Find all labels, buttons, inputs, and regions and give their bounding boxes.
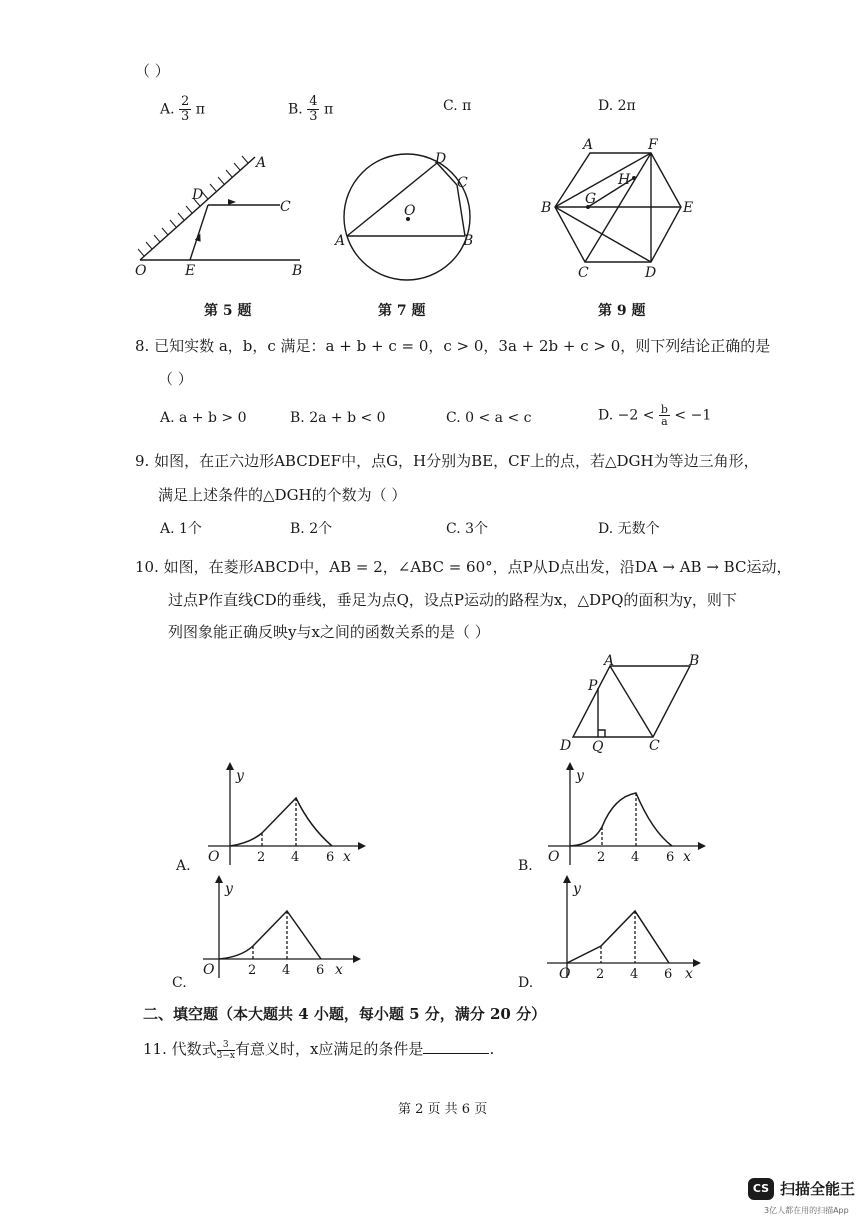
q8-option-d-fraction: $\frac{b}{a}$ — [660, 403, 668, 428]
watermark-subtitle: 3亿人都在用的扫描App — [764, 1206, 849, 1215]
q9-option-d: D. 无数个 — [598, 521, 660, 537]
svg-text:O: O — [203, 962, 215, 978]
q10-rhombus-figure — [555, 648, 715, 758]
q10-stem-line2: 过点P作直线CD的垂线，垂足为点Q，设点P运动的路程为x，△DPQ的面积为y，则下 — [168, 591, 737, 609]
q7-option-b: B. $\frac{4}{3}$ π — [288, 94, 334, 124]
section-2-heading: 二、填空题（本大题共 4 小题，每小题 5 分，满分 20 分） — [143, 1005, 547, 1023]
svg-text:4: 4 — [631, 850, 640, 865]
q11-fraction: $\frac{3}{3-x}$ — [216, 1039, 235, 1061]
svg-text:x: x — [343, 849, 351, 865]
fig9-label-c: C — [578, 265, 589, 281]
q8-answer-paren: （ ） — [158, 370, 193, 388]
rhombus-label-c: C — [649, 738, 660, 754]
q9-stem-line1: 9. 如图，在正六边形ABCDEF中，点G，H分别为BE，CF上的点，若△DGH为等边三角形， — [135, 452, 759, 470]
fig7-label-c: C — [457, 175, 468, 191]
fig7-caption: 第 7 题 — [378, 303, 426, 319]
fig7-label-d: D — [435, 151, 447, 167]
q8-option-a: A. a + b > 0 — [160, 410, 247, 426]
q7-option-b-label: B. — [288, 101, 303, 118]
graph-b — [540, 765, 720, 875]
svg-text:O: O — [208, 849, 220, 865]
svg-text:y: y — [573, 881, 581, 897]
fig5-label-a: A — [256, 155, 267, 171]
graph-c — [195, 878, 375, 988]
q8-option-b: B. 2a + b < 0 — [290, 410, 386, 426]
q11-stem: 11. 代数式 $\frac{3}{3-x}$ 有意义时，x应满足的条件是 . — [143, 1039, 495, 1061]
fig7-label-a: A — [335, 233, 346, 249]
fig9-caption: 第 9 题 — [598, 303, 646, 319]
fig9-label-a: A — [583, 137, 594, 153]
q9-option-b: B. 2个 — [290, 521, 333, 537]
q10-stem-line1: 10. 如图，在菱形ABCD中，AB = 2，∠ABC = 60°，点P从D点出发，沿DA → AB → BC运动， — [135, 558, 792, 576]
rhombus-label-d: D — [560, 738, 572, 754]
figure-7 — [335, 145, 505, 295]
svg-text:y: y — [236, 768, 244, 784]
q8-option-d: D. −2 < $\frac{b}{a}$ < −1 — [598, 403, 712, 428]
fig7-label-b: B — [463, 233, 474, 249]
q11-answer-blank — [423, 1041, 489, 1054]
watermark-name: 扫描全能王 — [780, 1180, 856, 1198]
q7-option-a-fraction: $\frac{2}{3}$ — [181, 94, 190, 124]
fig9-label-d: D — [645, 265, 657, 281]
q8-option-c: C. 0 < a < c — [446, 410, 532, 426]
svg-text:x: x — [685, 966, 693, 982]
rhombus-label-a: A — [604, 653, 615, 669]
q9-option-a: A. 1个 — [160, 521, 202, 537]
fig9-label-h: H — [618, 172, 631, 188]
q7-answer-paren: （ ） — [135, 62, 170, 80]
graph-a — [200, 765, 380, 875]
figure-9 — [538, 135, 708, 285]
fig7-label-o: O — [404, 203, 416, 219]
svg-text:2: 2 — [248, 963, 257, 978]
rhombus-label-b: B — [689, 653, 700, 669]
svg-text:2: 2 — [257, 850, 266, 865]
graph-b-label: B. — [518, 858, 533, 874]
graph-d — [545, 878, 725, 988]
fig5-label-c: C — [280, 199, 291, 215]
svg-text:x: x — [335, 962, 343, 978]
q9-stem-line2: 满足上述条件的△DGH的个数为（ ） — [158, 486, 407, 504]
rhombus-label-q: Q — [592, 739, 604, 755]
fig5-label-o: O — [135, 263, 147, 279]
q7-option-d: D. 2π — [598, 98, 636, 114]
svg-text:y: y — [576, 768, 584, 784]
q7-option-c: C. π — [443, 98, 472, 114]
fig9-label-b: B — [541, 200, 552, 216]
rhombus-label-p: P — [588, 678, 598, 694]
svg-text:6: 6 — [666, 850, 675, 865]
fig9-label-f: F — [648, 137, 658, 153]
svg-text:O: O — [548, 849, 560, 865]
svg-text:4: 4 — [630, 967, 639, 982]
svg-text:x: x — [683, 849, 691, 865]
q7-option-b-fraction: $\frac{4}{3}$ — [309, 94, 318, 124]
svg-text:y: y — [225, 881, 233, 897]
fig9-label-e: E — [683, 200, 694, 216]
svg-text:6: 6 — [326, 850, 335, 865]
svg-text:6: 6 — [316, 963, 325, 978]
svg-text:2: 2 — [596, 967, 605, 982]
fig5-caption: 第 5 题 — [204, 303, 252, 319]
q9-option-c: C. 3个 — [446, 521, 489, 537]
svg-text:4: 4 — [291, 850, 300, 865]
svg-text:2: 2 — [597, 850, 606, 865]
fig5-label-d: D — [192, 187, 204, 203]
figure-5 — [130, 145, 303, 295]
q8-stem: 8. 已知实数 a，b，c 满足：a + b + c = 0，c > 0，3a + 2b + c > 0，则下列结论正确的是 — [135, 337, 771, 355]
fig5-label-e: E — [185, 263, 196, 279]
svg-text:6: 6 — [664, 967, 673, 982]
q7-option-a: A. $\frac{2}{3}$ π — [160, 94, 205, 124]
svg-text:4: 4 — [282, 963, 291, 978]
fig9-label-g: G — [585, 191, 597, 207]
graph-c-label: C. — [172, 975, 187, 991]
graph-d-label: D. — [518, 975, 534, 991]
camscanner-logo-icon: CS — [748, 1178, 774, 1200]
q7-option-a-label: A. — [160, 101, 175, 118]
fig5-label-b: B — [292, 263, 303, 279]
svg-text:O: O — [559, 966, 571, 982]
q10-stem-line3: 列图象能正确反映y与x之间的函数关系的是（ ） — [168, 623, 490, 641]
graph-a-label: A. — [176, 858, 191, 874]
page-footer: 第 2 页 共 6 页 — [398, 1102, 488, 1117]
